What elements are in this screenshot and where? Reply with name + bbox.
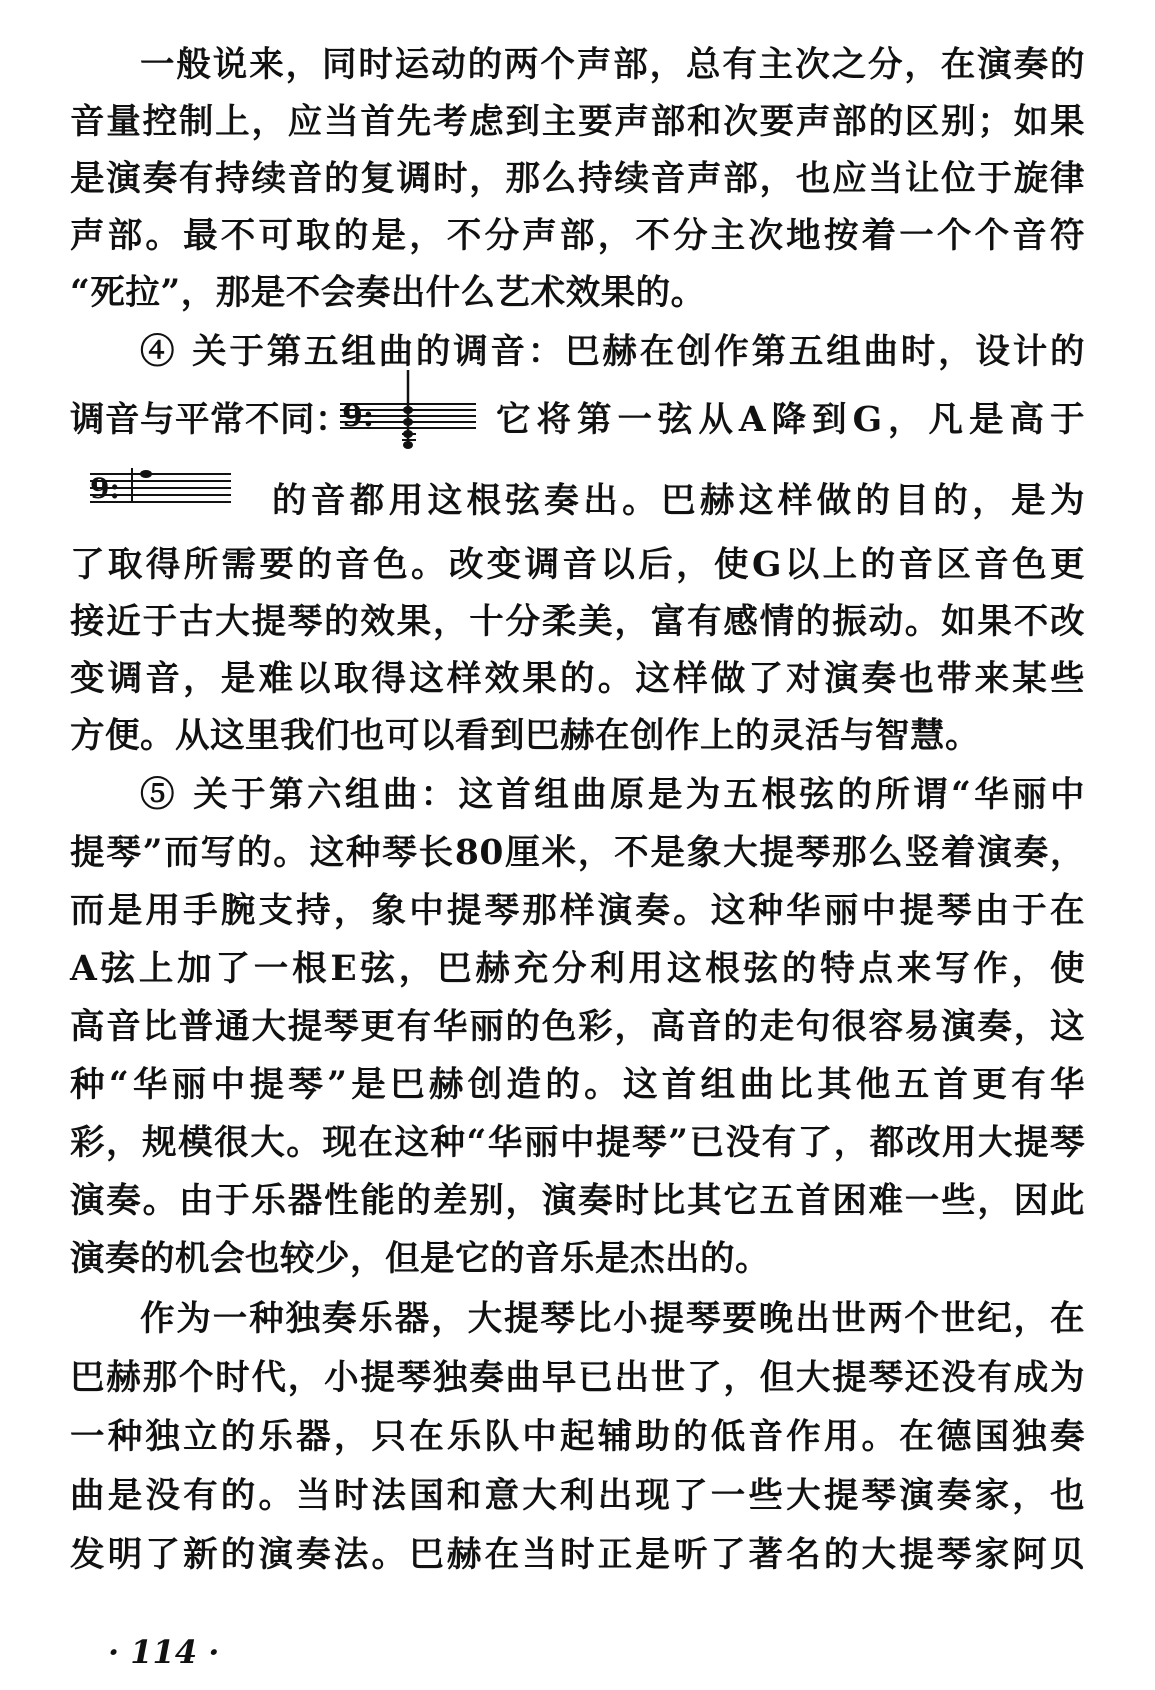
page-number: · 114 · [108,1633,220,1671]
text-line: 演奏。由于乐器性能的差别，演奏时比其它五首困难一些，因此 [70,1181,1085,1221]
bass-clef-tuning-staff [338,370,478,460]
bass-clef-note-staff [88,460,233,510]
text-line: 了取得所需要的音色。改变调音以后，使G以上的音区音色更 [70,545,1085,585]
text-line: 巴赫那个时代，小提琴独奏曲早已出世了，但大提琴还没有成为 [70,1358,1085,1398]
text-line: 一种独立的乐器，只在乐队中起辅助的低音作用。在德国独奏 [70,1417,1085,1457]
text-line: 的音都用这根弦奏出。巴赫这样做的目的，是为 [272,481,1085,521]
text-line: 而是用手腕支持，象中提琴那样演奏。这种华丽中提琴由于在 [70,891,1085,931]
text-line: 声部。最不可取的是，不分声部，不分主次地按着一个个音符 [70,216,1085,256]
text-line: 变调音，是难以取得这样效果的。这样做了对演奏也带来某些 [70,659,1085,699]
text-line: 方便。从这里我们也可以看到巴赫在创作上的灵活与智慧。 [70,716,980,756]
text-line: 发明了新的演奏法。巴赫在当时正是听了著名的大提琴家阿贝 [70,1535,1085,1575]
text-line: ④ 关于第五组曲的调音：巴赫在创作第五组曲时，设计的 [140,332,1085,372]
text-line: 提琴”而写的。这种琴长80厘米，不是象大提琴那么竖着演奏， [70,833,1085,873]
text-line: 作为一种独奏乐器，大提琴比小提琴要晚出世两个世纪，在 [140,1299,1085,1339]
svg-text:9:: 9: [342,399,374,434]
text-line: 彩，规模很大。现在这种“华丽中提琴”已没有了，都改用大提琴 [70,1123,1085,1163]
text-line: “死拉”，那是不会奏出什么艺术效果的。 [70,273,706,313]
text-line: 接近于古大提琴的效果，十分柔美，富有感情的振动。如果不改 [70,602,1085,642]
text-line: 种“华丽中提琴”是巴赫创造的。这首组曲比其他五首更有华 [70,1065,1085,1105]
text-line-before-staff: 调音与平常不同： [70,400,350,440]
text-line: 一般说来，同时运动的两个声部，总有主次之分，在演奏的 [140,45,1085,85]
svg-text:9:: 9: [90,472,120,505]
text-line: 音量控制上，应当首先考虑到主要声部和次要声部的区别；如果 [70,102,1085,142]
text-line-after-staff: 它将第一弦从A降到G，凡是高于 [496,400,1085,440]
text-line: 曲是没有的。当时法国和意大利出现了一些大提琴演奏家，也 [70,1476,1085,1516]
text-line: A弦上加了一根E弦，巴赫充分利用这根弦的特点来写作，使 [70,949,1085,989]
text-line: ⑤ 关于第六组曲：这首组曲原是为五根弦的所谓“华丽中 [140,775,1085,815]
text-line: 演奏的机会也较少，但是它的音乐是杰出的。 [70,1239,770,1279]
text-line: 是演奏有持续音的复调时，那么持续音声部，也应当让位于旋律 [70,159,1085,199]
text-line: 高音比普通大提琴更有华丽的色彩，高音的走句很容易演奏，这 [70,1007,1085,1047]
